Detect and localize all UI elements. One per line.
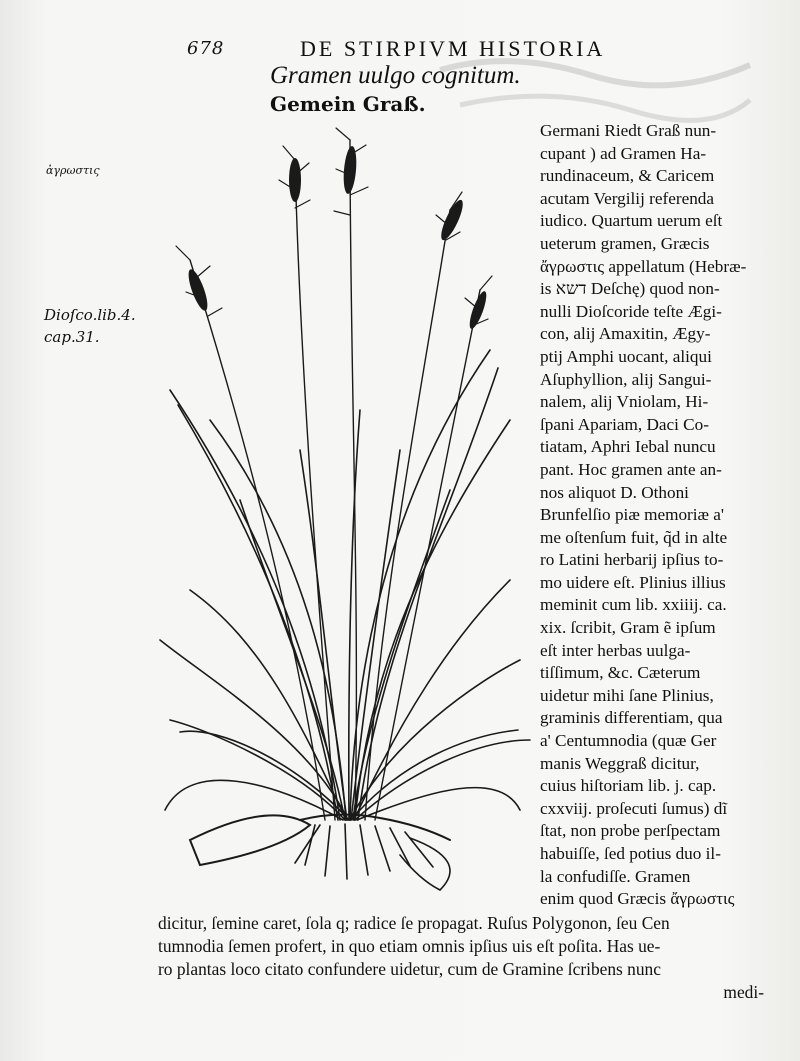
text-line: la confudiſſe. Gramen <box>540 866 691 886</box>
margin-reference-line: Dioſco.lib.4. <box>44 306 136 324</box>
text-line: cuius hiſtoriam lib. j. cap. <box>540 776 717 796</box>
text-line: tumnodia ſemen profert, in quo etiam omnis ipſius uis eſt poſita. Has ue- <box>158 936 661 956</box>
text-line: ro plantas loco citato confundere uidetur, cum de Gramine ſcribens nunc <box>158 959 661 979</box>
text-line: ueterum gramen, Græcis <box>540 233 710 253</box>
text-line: ſtat, non probe perſpectam <box>540 821 721 841</box>
text-line: ἄγρωστις appellatum (Hebræ- <box>540 256 747 276</box>
text-line: ſpani Apariam, Daci Co- <box>540 414 709 434</box>
plant-german-name: Gemein Graß. <box>270 92 426 116</box>
text-line: habuiſſe, ſed potius duo il- <box>540 844 721 863</box>
text-line: me oſtenſum fuit, q̃d in alte <box>540 527 728 547</box>
text-line: enim quod Græcis ἄγρωστις <box>540 889 735 909</box>
text-line: acutam Vergilij referenda <box>540 188 715 208</box>
text-line: iudico. Quartum uerum eſt <box>540 211 723 231</box>
text-line: uidetur mihi ſane Plinius, <box>540 685 714 705</box>
running-head: DE STIRPIVM HISTORIA <box>300 36 606 61</box>
margin-reference <box>44 304 136 348</box>
text-line: pant. Hoc gramen ante an- <box>540 459 722 479</box>
text-line: nos aliquot D. Othoni <box>540 482 689 502</box>
text-line: Aſuphyllion, alij Sangui- <box>540 369 712 389</box>
text-line: ptij Amphi uocant, aliqui <box>540 346 712 366</box>
text-line: cxxviij. proſecuti ſumus) dĩ <box>540 798 728 818</box>
text-line: is דשא Deſchę) quod non- <box>540 279 720 299</box>
main-text-column <box>540 120 762 911</box>
page-number: 678 <box>187 38 225 59</box>
plant-title: Gramen uulgo cognitum. <box>270 62 521 89</box>
margin-reference-line: cap.31. <box>44 328 100 346</box>
text-line: a' Centumnodia (quæ Ger <box>540 731 717 751</box>
text-line: rundinaceum, & Caricem <box>540 166 715 186</box>
text-line: xix. ſcribit, Gram ẽ ipſum <box>540 618 716 638</box>
bleed-through-shadow <box>430 30 760 130</box>
text-line: tiatam, Aphri Iebal nuncu <box>540 437 716 457</box>
text-line: dicitur, ſemine caret, ſola q; radice ſe propagat. Ruſus Polygonon, ſeu Cen <box>158 913 670 933</box>
grass-woodcut-icon <box>150 120 540 910</box>
text-line: manis Weggraß dicitur, <box>540 753 700 773</box>
catchword: medi- <box>723 982 764 1002</box>
text-line: Brunfelſio piæ memoriæ a' <box>540 505 725 525</box>
text-line: cupant ) ad Gramen Ha- <box>540 143 707 163</box>
text-line: con, alij Amaxitin, Ægy- <box>540 324 711 344</box>
text-line: tiſſimum, &c. Cæterum <box>540 663 701 683</box>
full-width-text <box>158 912 764 1004</box>
text-line: meminit cum lib. xxiiij. ca. <box>540 595 727 615</box>
text-line: eſt inter herbas uulga- <box>540 640 691 660</box>
text-line: ro Latini herbarij ipſius to- <box>540 550 724 570</box>
text-line: nalem, alij Vniolam, Hi- <box>540 392 709 412</box>
margin-greek-note: ἀγρωστις <box>46 164 100 177</box>
text-line: Germani Riedt Graß nun- <box>540 121 717 140</box>
text-line: graminis differentiam, qua <box>540 708 723 728</box>
text-line: mo uidere eſt. Plinius illius <box>540 572 726 592</box>
text-line: nulli Dioſcoride teſte Ægi- <box>540 301 722 321</box>
